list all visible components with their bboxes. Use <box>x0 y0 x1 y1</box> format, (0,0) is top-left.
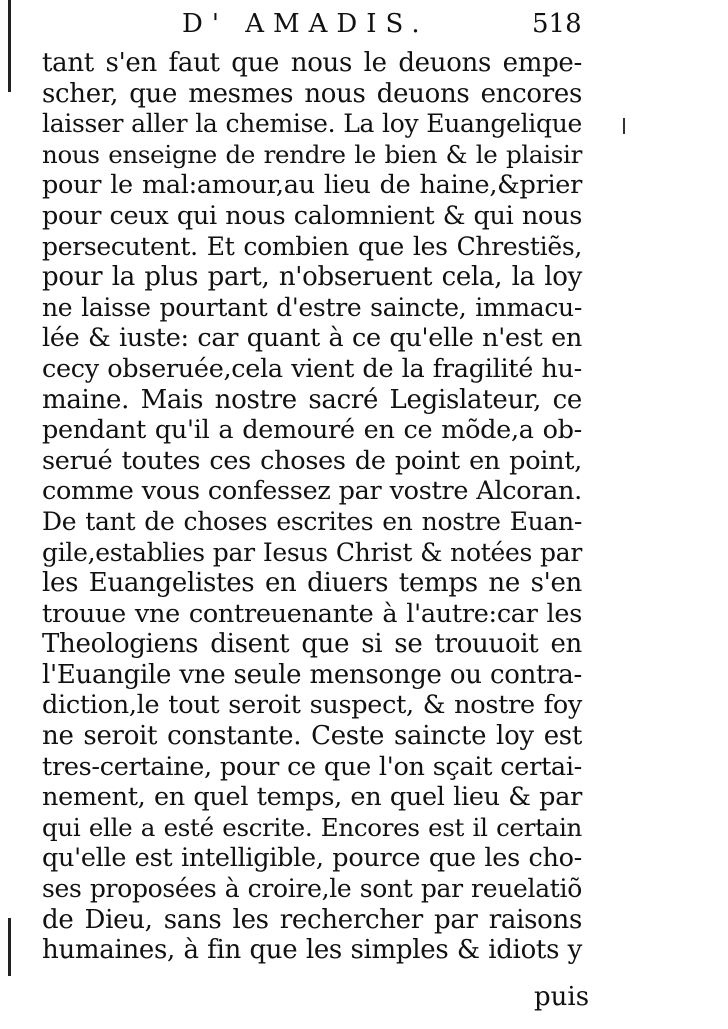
text-line: lée & iuste: car quant à ce qu'elle n'est en <box>42 323 582 354</box>
text-line: serué toutes ces choses de point en point, <box>42 445 582 476</box>
body-text <box>42 48 582 966</box>
page-number: 518 <box>532 9 582 39</box>
text-line: l'Euangile vne seule mensonge ou contra- <box>42 659 582 690</box>
text-line: qui elle a esté escrite. Encores est il certain <box>42 812 582 842</box>
text-line: nement, en quel temps, en quel lieu & par <box>42 782 582 813</box>
ink-mark <box>623 118 625 134</box>
text-line: diction,le tout seroit suspect, & nostre foy <box>42 690 582 721</box>
text-line: gile,establies par Iesus Christ & notées par <box>42 537 582 567</box>
text-line: ne seroit constante. Ceste saincte loy est <box>42 721 582 752</box>
text-line: nous enseigne de rendre le bien & le plaisir <box>42 139 582 169</box>
binding-edge-line <box>8 918 11 976</box>
text-line: tres-certaine, pour ce que l'on sçait certai- <box>42 751 582 782</box>
text-line: trouue vne contreuenante à l'autre:car les <box>42 598 582 629</box>
page-header <box>0 4 728 44</box>
text-line: pendant qu'il a demouré en ce mõde,a ob- <box>42 415 582 446</box>
text-line: les Euangelistes en diuers temps ne s'en <box>42 568 582 599</box>
catchword: puis <box>534 982 590 1012</box>
text-line: pour le mal:amour,au lieu de haine,&prier <box>42 170 582 201</box>
text-line: qu'elle est intelligible, pource que les cho- <box>42 843 582 874</box>
text-line: humaines, à fin que les simples & idiots y <box>42 935 582 966</box>
text-line: Theologiens disent que si se trouuoit en <box>42 629 582 660</box>
text-line: maine. Mais nostre sacré Legislateur, ce <box>42 384 582 415</box>
text-line: ses proposées à croire,le sont par reuelatiõ <box>42 874 582 904</box>
text-line: comme vous confessez par vostre Alcoran. <box>42 476 582 507</box>
text-line: scher, que mesmes nous deuons encores <box>42 78 582 109</box>
text-line: pour ceux qui nous calomnient & qui nous <box>42 200 582 231</box>
text-line: de Dieu, sans les rechercher par raisons <box>42 904 582 935</box>
text-line: laisser aller la chemise. La loy Euangelique <box>42 109 582 139</box>
text-line: ne laisse pourtant d'estre saincte, immacu- <box>42 292 582 322</box>
text-line: pour la plus part, n'obseruent cela, la loy <box>42 262 582 293</box>
running-title: D' AMADIS. <box>182 9 429 39</box>
text-line: cecy obseruée,cela vient de la fragilité hu- <box>42 353 582 384</box>
text-line: persecutent. Et combien que les Chrestiẽs, <box>42 231 582 261</box>
text-line: tant s'en faut que nous le deuons empe- <box>42 48 582 78</box>
text-line: De tant de choses escrites en nostre Euan- <box>42 506 582 536</box>
